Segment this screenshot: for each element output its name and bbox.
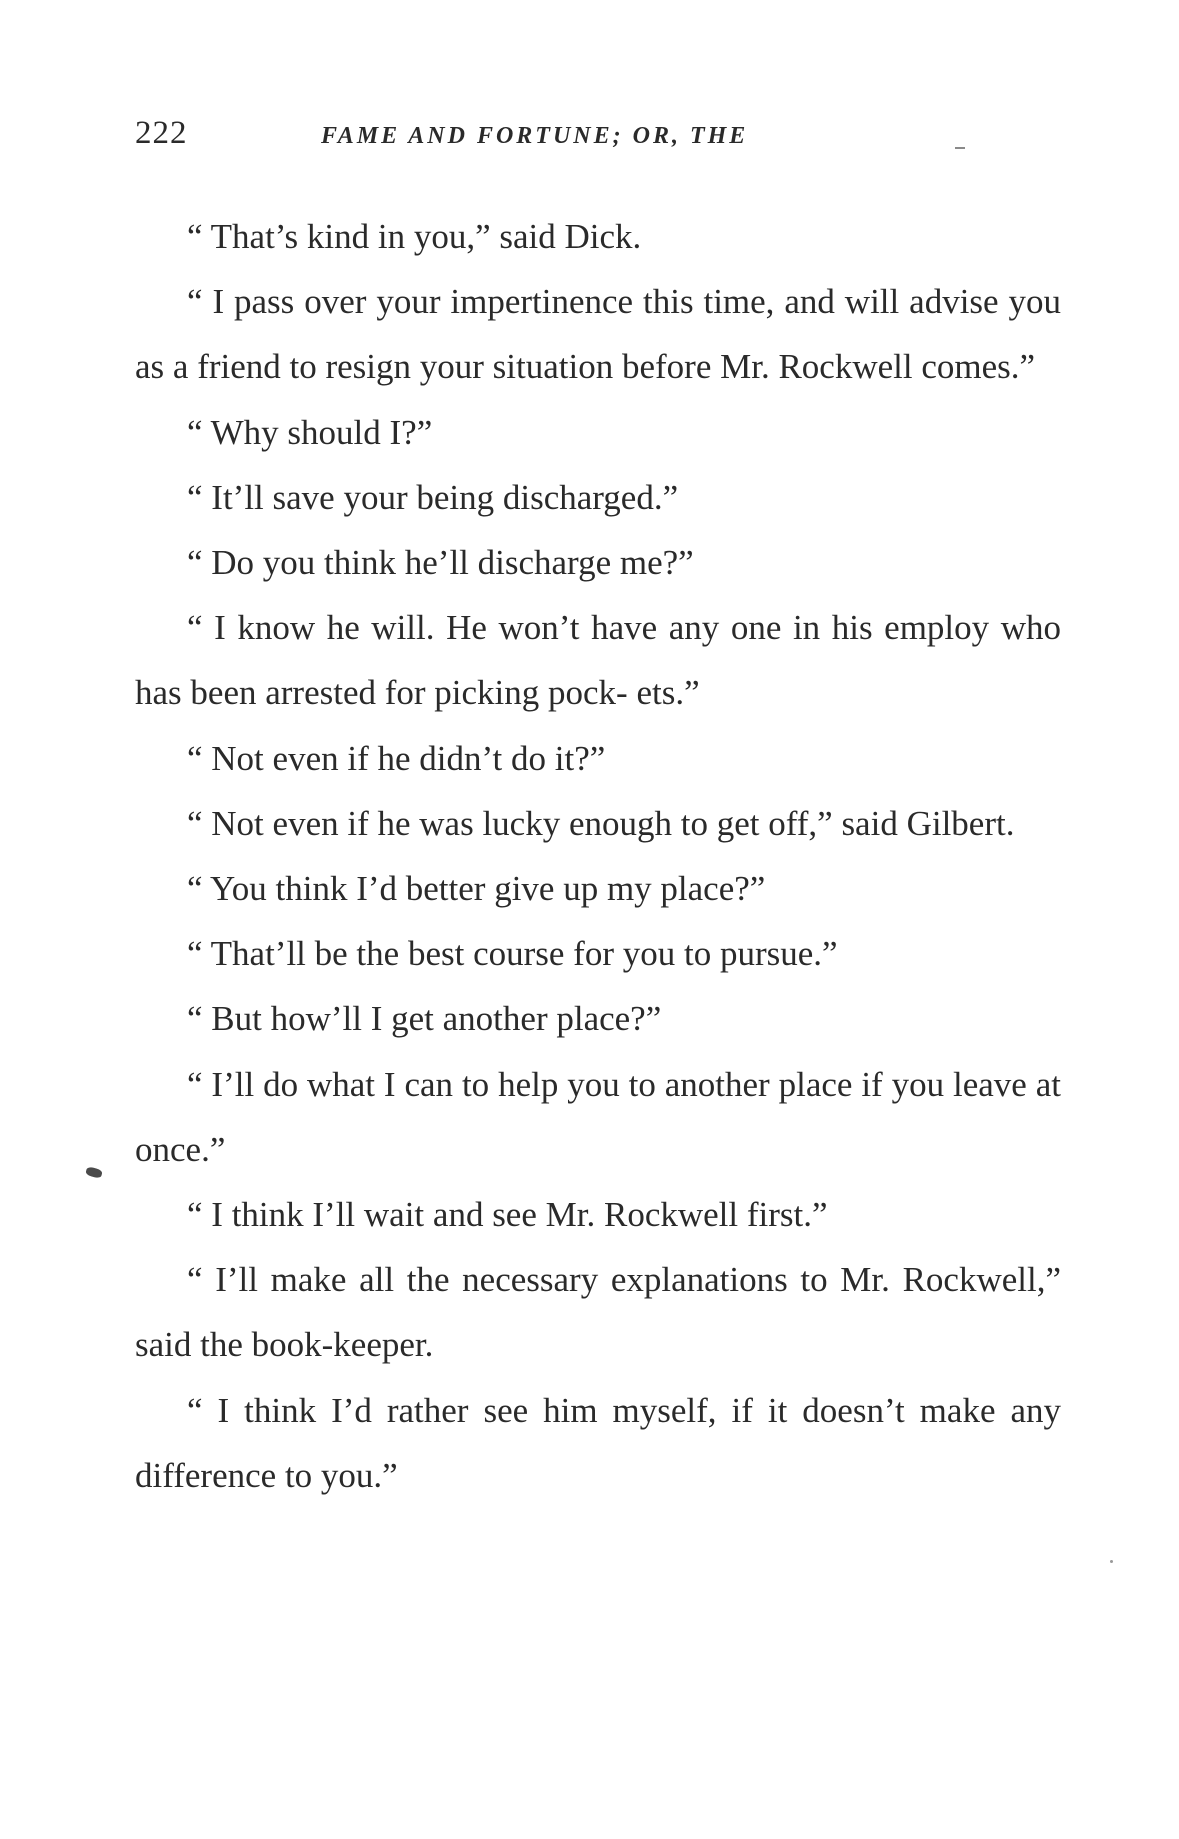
- paragraph: “ I think I’d rather see him myself, if it doesn’t make any difference to you.”: [135, 1390, 1061, 1495]
- paragraph: “ Do you think he’ll discharge me?”: [187, 543, 694, 583]
- paragraph: “ Why should I?”: [187, 412, 433, 452]
- page-header: [135, 115, 1065, 165]
- ink-speck: [85, 1166, 103, 1179]
- paragraph: “ I’ll make all the necessary explanations to Mr. Rockwell,” said the book-keeper.: [135, 1260, 1061, 1365]
- ink-speck: [955, 147, 965, 149]
- paragraph: “ But how’ll I get another place?”: [187, 999, 662, 1039]
- paragraph: “ I’ll do what I can to help you to another place if you leave at once.”: [135, 1064, 1061, 1169]
- paragraph: “ I pass over your impertinence this time, and will advise you as a friend to resign your situation before Mr. Rockwell comes.”: [135, 282, 1061, 387]
- paragraph: “ You think I’d better give up my place?”: [187, 869, 766, 909]
- paragraph: “ Not even if he didn’t do it?”: [187, 738, 606, 778]
- running-head: FAME AND FORTUNE; OR, THE: [321, 123, 749, 149]
- paragraph: “ Not even if he was lucky enough to get off,” said Gilbert.: [187, 803, 1015, 843]
- page-number: 222: [135, 115, 188, 151]
- paragraph: “ It’ll save your being discharged.”: [187, 477, 679, 517]
- paragraph: “ That’s kind in you,” said Dick.: [187, 217, 642, 256]
- ink-speck: [1110, 1560, 1113, 1563]
- paragraph: “ That’ll be the best course for you to pursue.”: [187, 934, 838, 974]
- text-body: [135, 204, 1061, 1508]
- paragraph: “ I know he will. He won’t have any one in his employ who has been arrested for picking pock- ets.”: [135, 608, 1061, 713]
- paragraph: “ I think I’ll wait and see Mr. Rockwell first.”: [187, 1195, 828, 1235]
